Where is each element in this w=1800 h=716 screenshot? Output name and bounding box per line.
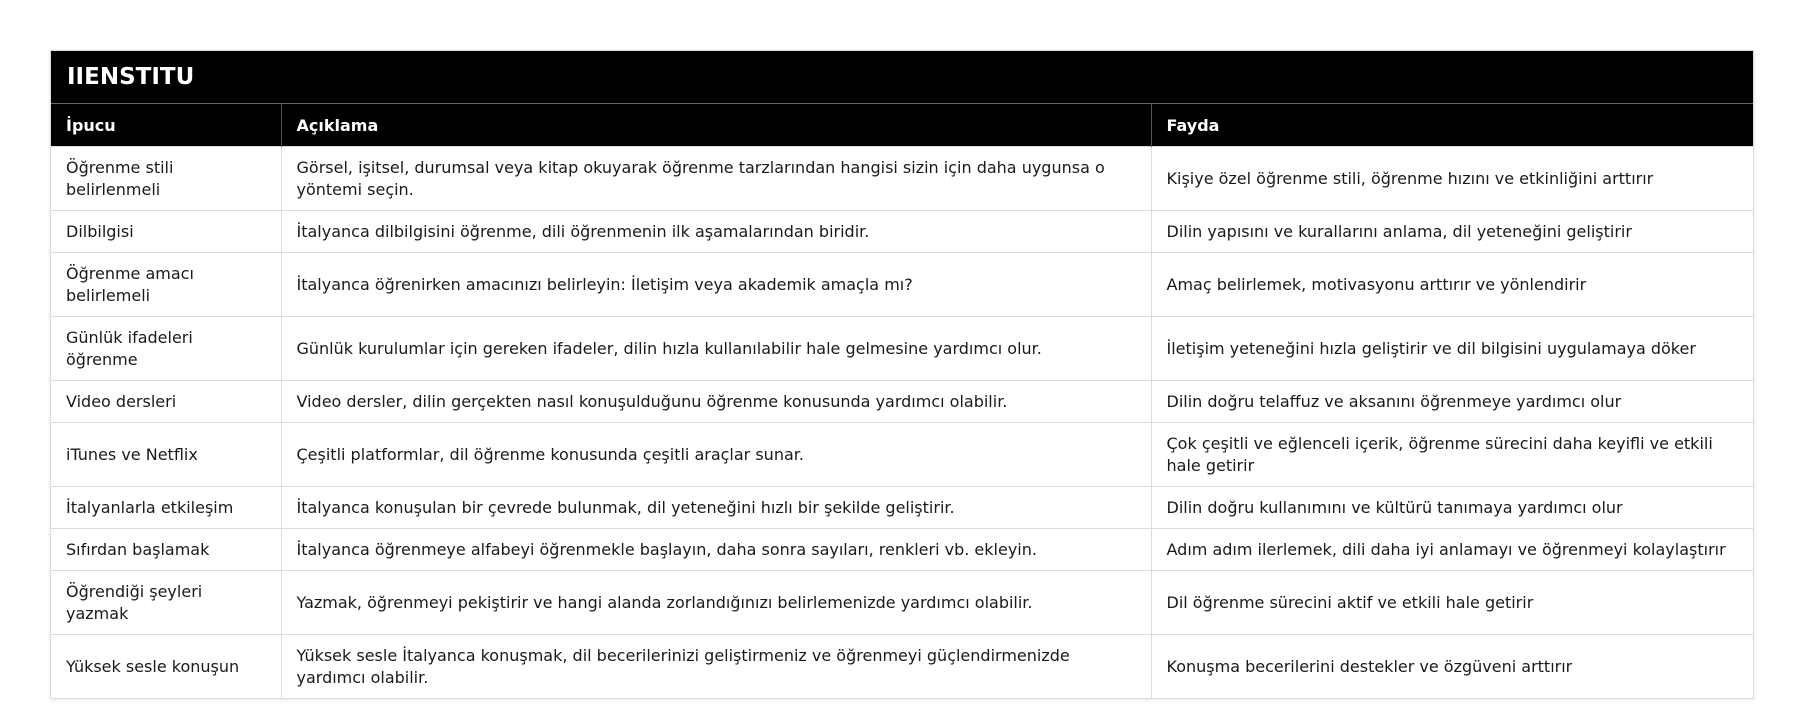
cell-description: Video dersler, dilin gerçekten nasıl konuşulduğunu öğrenme konusunda yardımcı olabilir. xyxy=(281,381,1151,423)
cell-tip: Video dersleri xyxy=(51,381,281,423)
cell-tip: iTunes ve Netflix xyxy=(51,423,281,487)
table-row xyxy=(51,635,1753,699)
cell-tip: Günlük ifadeleri öğrenme xyxy=(51,317,281,381)
cell-description: Görsel, işitsel, durumsal veya kitap okuyarak öğrenme tarzlarından hangisi sizin için daha uygunsa o yöntemi seçin. xyxy=(281,147,1151,211)
column-header-tip: İpucu xyxy=(51,104,281,147)
table-row xyxy=(51,253,1753,317)
table-row xyxy=(51,147,1753,211)
tips-table xyxy=(51,104,1753,698)
table-row xyxy=(51,487,1753,529)
cell-benefit: Dilin doğru kullanımını ve kültürü tanımaya yardımcı olur xyxy=(1151,487,1753,529)
column-header-description: Açıklama xyxy=(281,104,1151,147)
cell-tip: Öğrendiği şeyleri yazmak xyxy=(51,571,281,635)
cell-tip: Dilbilgisi xyxy=(51,211,281,253)
table-row xyxy=(51,571,1753,635)
cell-tip: İtalyanlarla etkileşim xyxy=(51,487,281,529)
cell-description: İtalyanca öğrenmeye alfabeyi öğrenmekle başlayın, daha sonra sayıları, renkleri vb. ekleyin. xyxy=(281,529,1151,571)
table-row xyxy=(51,317,1753,381)
cell-tip: Sıfırdan başlamak xyxy=(51,529,281,571)
cell-benefit: Konuşma becerilerini destekler ve özgüveni arttırır xyxy=(1151,635,1753,699)
cell-description: Günlük kurulumlar için gereken ifadeler, dilin hızla kullanılabilir hale gelmesine yardımcı olur. xyxy=(281,317,1151,381)
table-row xyxy=(51,529,1753,571)
cell-benefit: İletişim yeteneğini hızla geliştirir ve dil bilgisini uygulamaya döker xyxy=(1151,317,1753,381)
cell-description: Yüksek sesle İtalyanca konuşmak, dil becerilerinizi geliştirmeniz ve öğrenmeyi güçlendirmenizde yardımcı olabilir. xyxy=(281,635,1151,699)
table-row xyxy=(51,423,1753,487)
cell-tip: Öğrenme amacı belirlemeli xyxy=(51,253,281,317)
cell-description: Yazmak, öğrenmeyi pekiştirir ve hangi alanda zorlandığınızı belirlemenizde yardımcı olabilir. xyxy=(281,571,1151,635)
table-header xyxy=(51,104,1753,147)
cell-tip: Yüksek sesle konuşun xyxy=(51,635,281,699)
table-title: IIENSTITU xyxy=(51,51,1753,104)
cell-benefit: Çok çeşitli ve eğlenceli içerik, öğrenme sürecini daha keyifli ve etkili hale getirir xyxy=(1151,423,1753,487)
cell-benefit: Amaç belirlemek, motivasyonu arttırır ve yönlendirir xyxy=(1151,253,1753,317)
table-row xyxy=(51,211,1753,253)
cell-description: İtalyanca öğrenirken amacınızı belirleyin: İletişim veya akademik amaçla mı? xyxy=(281,253,1151,317)
cell-benefit: Kişiye özel öğrenme stili, öğrenme hızını ve etkinliğini arttırır xyxy=(1151,147,1753,211)
table-row xyxy=(51,381,1753,423)
table-body xyxy=(51,147,1753,699)
cell-benefit: Adım adım ilerlemek, dili daha iyi anlamayı ve öğrenmeyi kolaylaştırır xyxy=(1151,529,1753,571)
cell-description: İtalyanca konuşulan bir çevrede bulunmak, dil yeteneğini hızlı bir şekilde geliştirir. xyxy=(281,487,1151,529)
column-header-benefit: Fayda xyxy=(1151,104,1753,147)
cell-description: Çeşitli platformlar, dil öğrenme konusunda çeşitli araçlar sunar. xyxy=(281,423,1151,487)
cell-benefit: Dilin doğru telaffuz ve aksanını öğrenmeye yardımcı olur xyxy=(1151,381,1753,423)
cell-benefit: Dil öğrenme sürecini aktif ve etkili hale getirir xyxy=(1151,571,1753,635)
cell-tip: Öğrenme stili belirlenmeli xyxy=(51,147,281,211)
cell-description: İtalyanca dilbilgisini öğrenme, dili öğrenmenin ilk aşamalarından biridir. xyxy=(281,211,1151,253)
tips-table-card xyxy=(50,50,1754,699)
cell-benefit: Dilin yapısını ve kurallarını anlama, dil yeteneğini geliştirir xyxy=(1151,211,1753,253)
